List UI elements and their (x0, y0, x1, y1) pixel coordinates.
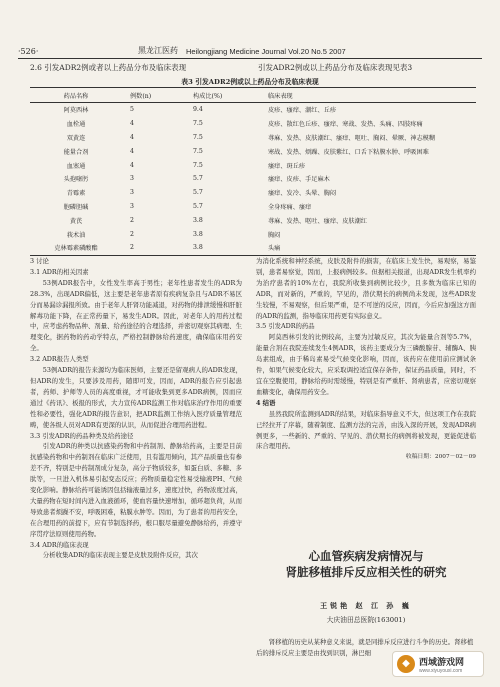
table-cell: 4 (130, 147, 134, 155)
table-cell: 5.7 (193, 189, 203, 197)
table-cell: 7.5 (193, 120, 203, 128)
table-cell: 瘙痒、发冷、头晕、胸闷 (268, 190, 337, 198)
table-header-cell: 药品名称 (30, 88, 122, 103)
paragraph: 分析收集ADR的临床表现主要是皮肤及附件反应，其次 (42, 551, 198, 560)
table-cell: 3 (130, 202, 134, 210)
table-cell: 3 (130, 189, 134, 197)
table-header-cell: 例数(n) (122, 88, 185, 103)
table-cell: 黄芪 (69, 217, 83, 225)
table-cell: 荨麻、发热、呕吐、瘙痒、皮肤潮红 (268, 217, 367, 225)
article-title-line2: 肾脏移植排斥反应相关性的研究 (285, 565, 447, 579)
table-cell: 3.8 (193, 216, 203, 224)
paragraph: 阿莫西林引发的比例较高，主要为过敏反应，其次为能量合剂等5.7%，能量合剂在我院连续发生4例ADR，该药主要成分为三磷酸腺苷、辅酶A、胰岛素组成，由于稀岛素易受气候变化影响，因而，该药应在使用前应测试条件，如果气候变化较大，应采取调控适宜保存条件，保证药品质量，同时，不宜在空腹使用，静脉给药时需缓慢，特别是有严重肝、肾病患者，应密切观察血糖变化，确保用药安全。 (256, 333, 476, 396)
article-affiliation: 大庆油田总医院(163001) (326, 616, 406, 624)
table-cell: 7.5 (193, 147, 203, 155)
watermark-site: 西域游戏网 (419, 657, 465, 668)
table-row (30, 186, 476, 200)
table-cell: 胸闷 (268, 231, 281, 239)
table-row (30, 172, 476, 186)
table-cell: 2 (130, 230, 134, 238)
table-row (30, 117, 476, 131)
paragraph: 53例ADR的报告来源均为临床医师，主要还是留观病人的ADR发现，但ADR的发生，只要涉及用药，随即可发，因而，ADR的报告应引起患者，药师、护师等人员的高度重视，才可能收集到更多ADR病例，因而应通过《药讯》、板报的形式，大力宣传ADR监测工作对临床治疗作用的重要性和必要性，强化ADR的报告意识，把ADR监测工作纳入医疗质量管理范畴，使各级人员对ADR有更深的认识，从而促进合理用药进程。 (30, 366, 242, 429)
table-cell: 血塞通 (66, 162, 86, 170)
table-cell: 全身疼痛、瘙痒 (268, 203, 312, 211)
table-cell: 头痛 (264, 241, 476, 255)
left-column (30, 256, 242, 561)
table-cell: 3.8 (185, 241, 264, 255)
table-cell: 2 (122, 241, 185, 255)
table-cell: 5.7 (193, 202, 203, 210)
section-heading: 3 讨论 (30, 257, 49, 265)
table-cell: 莪术油 (66, 231, 86, 239)
table-cell: 能量合剂 (63, 148, 89, 156)
table-cell: 瘙痒、皮疹、手足麻木 (268, 176, 330, 184)
paragraph: 为消化系统和神经系统，皮肤及附件的损害，在临床上发生快，易观察，易鉴别，患者易察觉，因而，上报病例较多。但据相关报道，出现ADR发生机率约为治疗患者的10%左右，我院所收集到病例比较少，且多数为临床已知的ADR，而对新的，严重的，罕见的，潜伏期长的病例尚未发现，这些ADR发生较慢，不易观察，但后果严重，是不可逆的反应，因而，今后应加强这方面的ADR的监测，指导临床用药更有实际意义。 (256, 257, 476, 320)
watermark-logo (392, 651, 484, 677)
table-cell: 荨麻、发热、皮肤潮红、瘙痒、呕吐、胸闷、晕厥、神志模糊 (268, 134, 436, 142)
section-heading-right: 引发ADR2例或以上药品分布及临床表现见表3 (258, 63, 413, 72)
table-row (30, 200, 476, 214)
table-cell: 克林霉素磷酸酯 (30, 241, 122, 255)
table-cell: 3 (130, 175, 134, 183)
paragraph: 53例ADR报告中，女性发生率高于男性；老年性患者发生的ADR为28.3%，出现ADR偏低，这主要是老年患者原有疾病复杂且与ADR不易区分而易漏诊漏报所致。由于老年人肝肾功能减退，对药物的排泄缓慢和肝脏解毒功能下降，在正常药量下，易发生ADR。因此，对老年人的用药过程中，应考虑药物品种、剂量、给药途径的合理选择，并密切观察其病理、生理变化，据药物的药动学特点，严格控制静脉给药速度，确保临床用药安全。 (30, 278, 242, 353)
table-cell: 胞磷胆碱 (63, 203, 89, 211)
table-header-cell: 临床表现 (264, 88, 476, 103)
table-row (30, 158, 476, 172)
table-row (30, 227, 476, 241)
right-column (256, 256, 476, 463)
table-row (30, 241, 476, 255)
section-heading-left: 2.6 引发ADR2例或者以上药品分布及临床表现 (30, 63, 187, 72)
section-heading: 3.4 ADR的临床表现 (30, 540, 89, 549)
journal-en: Heilongjiang Medicine Journal Vol.20 No.5 2007 (186, 47, 346, 56)
table-cell: 4 (130, 120, 134, 128)
article-title (256, 548, 476, 580)
table-cell: 青霉素 (66, 190, 86, 198)
table-row (30, 103, 476, 117)
received-date: 收稿日期：2007－02－09 (405, 454, 476, 461)
journal-cn: 黑龙江医药 (138, 46, 178, 55)
table-cell: 4 (130, 133, 134, 141)
article-body: 肾移植的历史从某种意义来说，就是同排斥反应进行斗争的历史。肾移植后的排斥反应主要是由找到识别，淋巴细 (256, 638, 474, 657)
article-authors: 王锐艳 赵 江 孙 巍 (320, 601, 412, 610)
table-body (30, 103, 476, 256)
page-number: ·526· (18, 47, 39, 56)
table-cell: 5.7 (193, 175, 203, 183)
table-cell: 皮疹、瘙痒、潮红、丘疹 (268, 107, 337, 115)
gamepad-icon: ◆ (397, 655, 415, 673)
paragraph: 虽然我院所监测到ADR的结果，对临床指导意义不大，但这项工作在我院已经拉开了序幕，随着制度、监测方法的完善，由浅入深的开展，发现ADR病例更多，一些新的、严重的、罕见的、潜伏期长的病例将被发现，更能促进临床合理用药。 (256, 409, 476, 451)
table-cell: 阿莫西林 (63, 107, 89, 115)
paragraph: 引发ADR的种类以抗感染药物和中药制剂、静脉给药高，主要是目前抗感染药物和中药制剂在临床广泛使用，且有滥用倾向，其产品质量也有参差不齐，特别是中药制剂成分复杂，高分子物质较多，如蛋白质、多糖、多肽等，一旦进入机体易引起变态反应；药物质量稳定性易受输液PH、气候变化影响。静脉给药可能诱因包括输液量过多，速度过快，药物浓度过高，大量药物在短时间内进入血液循环，使血容量快速增加，循环超负荷，从而导致患者烦躁不安，呼吸困难，粘膜水肿等。因而，为了患者的用药安全，在合理用药的前提下，应有节制选择药，根口服尽量避免静脉给药，并遵守序贯疗法原则使用药物。 (30, 442, 242, 538)
table-header-row (30, 88, 476, 103)
table-cell: 瘙痒、斑丘疹 (268, 162, 306, 170)
table-cell: 双黄连 (66, 134, 86, 142)
table-header-cell: 构成比(%) (185, 88, 264, 103)
page-header (18, 42, 482, 59)
table-cell: 血栓通 (66, 121, 86, 129)
table-cell: 9.4 (193, 106, 203, 114)
section-heading: 4 结语 (256, 398, 276, 407)
table-cell: 2 (130, 216, 134, 224)
table-cell: 7.5 (193, 161, 203, 169)
section-heading: 3.5 引发ADR的药品 (256, 322, 315, 331)
table-cell: 5 (130, 106, 134, 114)
table-row (30, 131, 476, 145)
table-cell: 头孢噻肟 (63, 176, 89, 184)
article-title-line1: 心血管疾病发病情况与 (308, 549, 424, 563)
drug-adr-table (30, 87, 476, 256)
table-row (30, 144, 476, 158)
table-row (30, 213, 476, 227)
table-cell: 4 (130, 161, 134, 169)
section-heading: 3.2 ADR报告人类型 (30, 355, 89, 364)
table-cell: 皮疹、散红色丘疹、瘙痒、寒战、发热、头痛、四肢疼痛 (268, 121, 423, 129)
section-heading: 3.3 引发ADR的药品种类及给药途径 (30, 431, 134, 440)
table-cell: 7.5 (193, 133, 203, 141)
watermark-url: www.xiyuyouxi.com (419, 667, 463, 674)
section-heading: 3.1 ADR的相关因素 (30, 267, 89, 276)
table-cell: 3.8 (193, 230, 203, 238)
table-cell: 寒战、发热、烦躁、皮肤紫红、口舌下粘膜水肿、呼吸困难 (268, 148, 429, 156)
table-title: 表3 引发ADR2例或以上药品分布及临床表现 (181, 78, 319, 86)
